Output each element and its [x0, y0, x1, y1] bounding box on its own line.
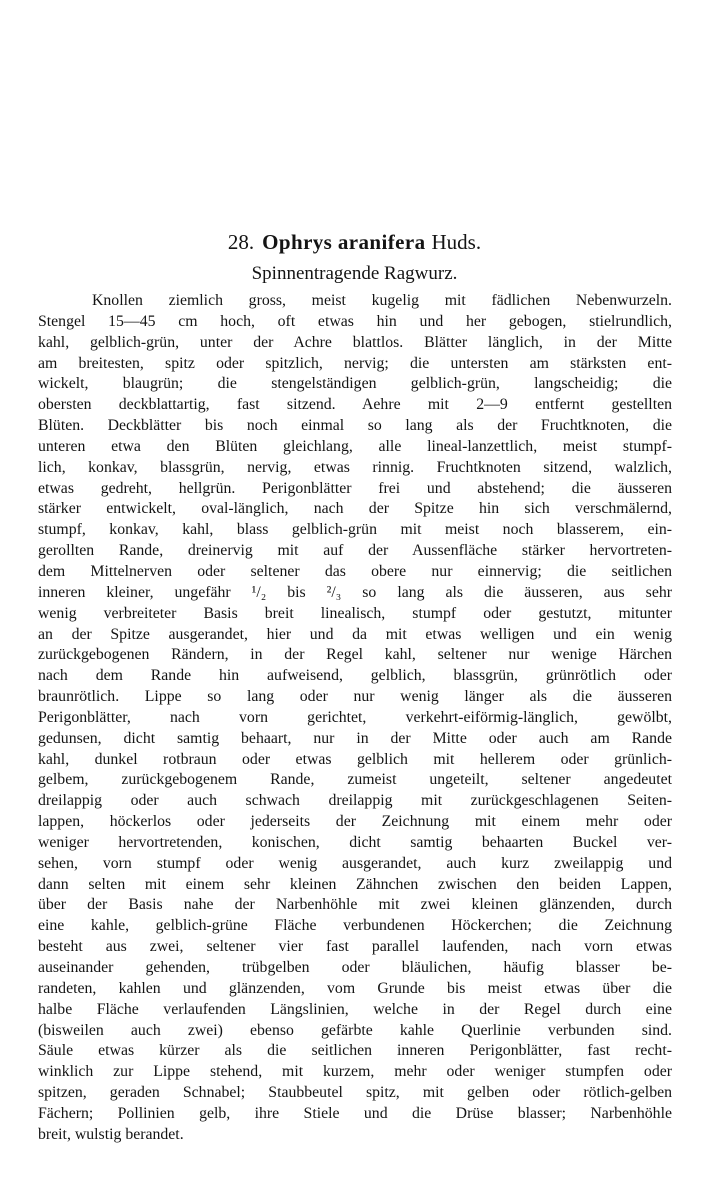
text-line: halbe Fläche verlaufenden Längslinien, welche in der Regel durch eine [38, 1000, 672, 1018]
text-line: weniger hervortretenden, konischen, dicht samtig behaarten Buckel ver- [38, 833, 672, 851]
text-line: besteht aus zwei, seltener vier fast parallel laufenden, nach vorn etwas [38, 938, 672, 956]
text-line: dann selten mit einem sehr kleinen Zähnchen zwischen den beiden Lappen, [38, 875, 672, 893]
text-line: stärker entwickelt, oval-länglich, nach der Spitze hin sich verschmälernd, [38, 500, 672, 518]
text-line: Knollen ziemlich gross, meist kugelig mit fädlichen Nebenwurzeln. [92, 292, 672, 309]
text-line: kahl, dunkel rotbraun oder etwas gelblich mit hellerem oder grünlich- [38, 750, 672, 768]
text-line: am breitesten, spitz oder spitzlich, nervig; die untersten am stärksten ent- [38, 354, 672, 372]
text-line: zurückgebogenen Rändern, in der Regel kahl, seltener nur wenige Härchen [38, 646, 672, 664]
species-number: 28. [227, 230, 255, 254]
text-line: sehen, vorn stumpf oder wenig ausgerandet, auch kurz zweilappig und [38, 854, 672, 872]
text-line: wenig verbreiteter Basis breit linealisch, stumpf oder gestutzt, mitunter [38, 604, 672, 622]
text-line: obersten deckblattartig, fast sitzend. Aehre mit 2—9 entfernt gestellten [38, 396, 672, 414]
text-line: Blüten. Deckblätter bis noch einmal so lang als der Fruchtknoten, die [38, 417, 672, 435]
description-text [38, 291, 672, 1146]
text-line: breit, wulstig berandet. [38, 1125, 184, 1143]
text-line: randeten, kahlen und glänzenden, vom Grunde bis meist etwas über die [38, 979, 672, 997]
text-line: lich, konkav, blassgrün, nervig, etwas rinnig. Fruchtknoten sitzend, walzlich, [38, 458, 672, 476]
text-line: Perigonblätter, nach vorn gerichtet, verkehrt-eiförmig-länglich, gewölbt, [38, 708, 672, 726]
text-line: gerollten Rande, dreinervig mit auf der Aussenfläche stärker hervortreten- [38, 542, 672, 560]
species-heading [0, 229, 709, 255]
text-line: Säule etwas kürzer als die seitlichen inneren Perigonblätter, fast recht- [38, 1042, 672, 1060]
text-line: dem Mittelnerven oder seltener das obere nur einnervig; die seitlichen [38, 562, 672, 580]
text-line: (bisweilen auch zwei) ebenso gefärbte kahle Querlinie verbunden sind. [38, 1021, 672, 1039]
species-author: Huds. [431, 230, 482, 254]
text-line: etwas gedreht, hellgrün. Perigonblätter frei und abstehend; die äusseren [38, 479, 672, 497]
text-line: kahl, gelblich-grün, unter der Achre blattlos. Blätter länglich, in der Mitte [38, 333, 672, 351]
text-line: wickelt, blaugrün; die stengelständigen gelblich-grün, langscheidig; die [38, 375, 672, 393]
text-line: eine kahle, gelblich-grüne Fläche verbundenen Höckerchen; die Zeichnung [38, 917, 672, 935]
text-line: gelbem, zurückgebogenem Rande, zumeist ungeteilt, seltener angedeutet [38, 771, 672, 789]
text-line: lappen, höckerlos oder jederseits der Zeichnung mit einem mehr oder [38, 813, 672, 831]
text-line: unteren etwa den Blüten gleichlang, alle lineal-lanzettlich, meist stumpf- [38, 437, 672, 455]
text-line: stumpf, konkav, kahl, blass gelblich-grün mit meist noch blasserem, ein- [38, 521, 672, 539]
text-line: an der Spitze ausgerandet, hier und da mit etwas welligen und ein wenig [38, 625, 672, 643]
text-line: Fächern; Pollinien gelb, ihre Stiele und die Drüse blasser; Narbenhöhle [38, 1104, 672, 1122]
common-name: Spinnentragende Ragwurz. [251, 263, 458, 284]
text-line: Stengel 15—45 cm hoch, oft etwas hin und her gebogen, stielrundlich, [38, 312, 672, 330]
text-line: braunrötlich. Lippe so lang oder nur wenig länger als die äusseren [38, 688, 672, 706]
text-line: winklich zur Lippe stehend, mit kurzem, mehr oder weniger stumpfen oder [38, 1063, 672, 1081]
text-line: nach dem Rande hin aufweisend, gelblich, blassgrün, grünrötlich oder [38, 667, 672, 685]
text-line: gedunsen, dicht samtig behaart, nur in der Mitte oder auch am Rande [38, 729, 672, 747]
text-line: über der Basis nahe der Narbenhöhle mit zwei kleinen glänzenden, durch [38, 896, 672, 914]
species-name: Ophrys aranifera [262, 230, 426, 254]
text-line: spitzen, geraden Schnabel; Staubbeutel spitz, mit gelben oder rötlich-gelben [38, 1084, 672, 1102]
text-line: auseinander gehenden, trübgelben oder bläulichen, häufig blasser be- [38, 959, 672, 976]
text-line: inneren kleiner, ungefähr ¹/₂ bis ²/₃ so lang als die äusseren, aus sehr [38, 583, 672, 601]
text-line: dreilappig oder auch schwach dreilappig mit zurückgeschlagenen Seiten- [38, 792, 672, 810]
